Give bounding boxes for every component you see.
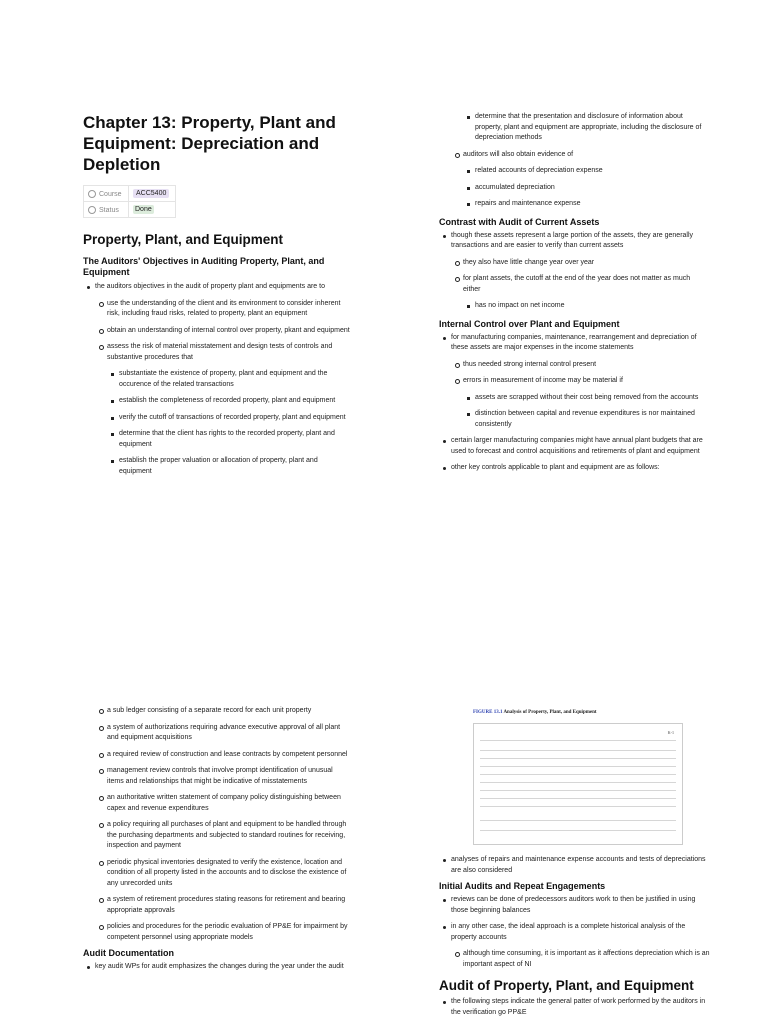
bullet-list	[439, 855, 711, 876]
figure-caption	[473, 710, 711, 715]
list-item: reviews can be done of predecessors auditors work to then be justified in using those beginning balances	[439, 895, 711, 916]
figure-image	[473, 723, 683, 845]
list-item: though these assets represent a large portion of the assets, they are generally transactions and are easier to verify than current assets	[439, 231, 709, 252]
page-3	[0, 512, 384, 1024]
chapter-title: Chapter 13: Property, Plant and Equipment: Depreciation and Depletion	[83, 113, 336, 174]
list-item: for manufacturing companies, maintenance, rearrangement and depreciation of these assets are major expenses in the income statements	[439, 333, 709, 354]
list-item: determine that the client has rights to the recorded property, plant and equipment	[83, 429, 351, 450]
list-item: a system of retirement procedures stating reasons for retirement and bearing appropriate approvals	[83, 895, 351, 916]
list-item: auditors will also obtain evidence of	[439, 150, 709, 161]
bullet-list	[83, 282, 351, 477]
list-item: periodic physical inventories designated to verify the existence, location and condition of all property listed in the accounts and to disclose the existence of any unrecorded units	[83, 858, 351, 890]
list-item: verify the cutoff of transactions of recorded property, plant and equipment	[83, 413, 351, 424]
property-row-status[interactable]	[84, 202, 176, 218]
bullet-list	[439, 895, 711, 970]
list-item: the auditors objectives in the audit of property plant and equipments are to	[83, 282, 351, 293]
list-item: in any other case, the ideal approach is a complete historical analysis of the property accounts	[439, 922, 711, 943]
list-item: a sub ledger consisting of a separate record for each unit property	[83, 706, 351, 717]
status-badge[interactable]: Done	[135, 206, 152, 213]
bullet-list	[83, 962, 351, 973]
bullet-list	[439, 231, 709, 312]
subheading: The Auditors' Objectives in Auditing Property, Plant, and Equipment	[83, 256, 325, 277]
list-item: assess the risk of material misstatement and design tests of controls and substantive procedures that	[83, 342, 351, 363]
list-item: analyses of repairs and maintenance expense accounts and tests of depreciations are also considered	[439, 855, 711, 876]
heading-contrast: Contrast with Audit of Current Assets	[439, 216, 600, 227]
list-item: establish the proper valuation or allocation of property, plant and equipment	[83, 456, 351, 477]
property-key: Status	[99, 206, 119, 214]
property-key: Course	[99, 190, 122, 198]
properties-table	[83, 185, 176, 218]
list-item: other key controls applicable to plant and equipment are as follows:	[439, 463, 709, 474]
list-item: obtain an understanding of internal control over property, pkant and equipment	[83, 326, 351, 337]
page-1-content	[83, 112, 351, 477]
section-heading: Audit of Property, Plant, and Equipment	[439, 978, 694, 993]
page-3-content	[83, 706, 351, 973]
list-item: thus needed strong internal control present	[439, 360, 709, 371]
list-item: repairs and maintenance expense	[439, 199, 709, 210]
list-item: related accounts of depreciation expense	[439, 166, 709, 177]
list-item: policies and procedures for the periodic evaluation of PP&E for impairment by competent personnel using appropriate models	[83, 922, 351, 943]
list-item: has no impact on net income	[439, 301, 709, 312]
property-row-course[interactable]	[84, 186, 176, 202]
list-item: certain larger manufacturing companies might have annual plant budgets that are used to forecast and control acquisitions and retirements of plant and equipment	[439, 436, 709, 457]
list-item: assets are scrapped without their cost being removed from the accounts	[439, 393, 709, 404]
list-item: although time consuming, it is important as it affections depreciation which is an important aspect of NI	[439, 949, 711, 970]
figure-title: Analysis of Property, Plant, and Equipment	[503, 710, 597, 715]
list-item: accumulated depreciation	[439, 183, 709, 194]
page-4-content	[439, 710, 711, 1018]
page-2	[384, 0, 768, 512]
figure-label: FIGURE 13.1	[473, 710, 503, 715]
bullet-list	[439, 997, 711, 1018]
section-heading: Property, Plant, and Equipment	[83, 232, 284, 247]
list-item: errors in measurement of income may be material if	[439, 376, 709, 387]
list-item: the following steps indicate the general patter of work performed by the auditors in the verification go PP&E	[439, 997, 711, 1018]
page-1	[0, 0, 384, 512]
list-item: key audit WPs for audit emphasizes the changes during the year under the audit	[83, 962, 351, 973]
page-4	[384, 512, 768, 1024]
list-item: substantiate the existence of property, plant and equipment and the occurence of the related transactions	[83, 369, 351, 390]
bullet-list	[439, 333, 709, 474]
list-item: they also have little change year over year	[439, 258, 709, 269]
list-item: for plant assets, the cutoff at the end of the year does not matter as much either	[439, 274, 709, 295]
list-item: distinction between capital and revenue expenditures is nor maintained consistently	[439, 409, 709, 430]
list-item: a system of authorizations requiring advance executive approval of all plant and equipment acquisitions	[83, 723, 351, 744]
list-item: an authoritative written statement of company policy distinguishing between capex and revenue expenditures	[83, 793, 351, 814]
target-icon	[88, 190, 96, 198]
bullet-list	[439, 112, 709, 210]
list-item: a required review of construction and lease contracts by competent personnel	[83, 750, 351, 761]
list-item: management review controls that involve prompt identification of unusual items and relationships that might be indicative of misstatements	[83, 766, 351, 787]
heading-initial-audits: Initial Audits and Repeat Engagements	[439, 881, 606, 891]
bullet-list	[83, 706, 351, 943]
status-icon	[88, 206, 96, 214]
heading-internal-control: Internal Control over Plant and Equipment	[439, 318, 620, 329]
figure-ref: K-1	[667, 730, 674, 735]
heading-audit-documentation: Audit Documentation	[83, 948, 174, 958]
list-item: establish the completeness of recorded property, plant and equipment	[83, 396, 351, 407]
page-2-content	[439, 112, 709, 474]
list-item: determine that the presentation and disclosure of information about property, plant and equipment are appropriate, including the disclosure of depreciation methods	[439, 112, 709, 144]
figure	[439, 710, 711, 845]
list-item: use the understanding of the client and its environment to consider inherent risk, including fraud risks, related to property, plant an equipment	[83, 299, 351, 320]
course-tag[interactable]: ACC5400	[133, 189, 169, 198]
list-item: a policy requiring all purchases of plant and equipment to be handled through the purchasing departments and subjected to standard routines for receiving, inspection and payment	[83, 820, 351, 852]
